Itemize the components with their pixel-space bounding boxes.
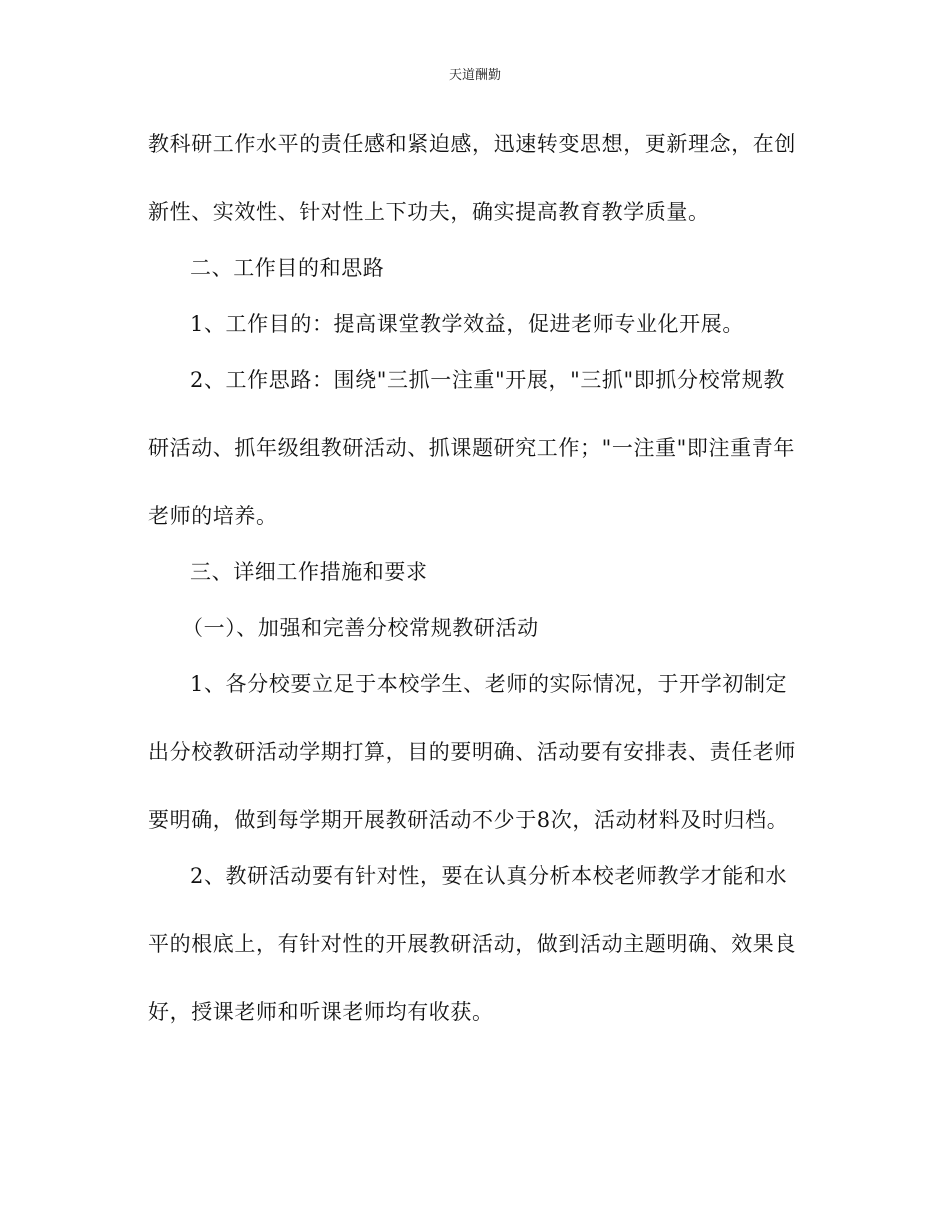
subsection-heading: （一）、加强和完善分校常规教研活动	[182, 616, 539, 640]
paragraph-line: 2、工作思路：围绕"三抓一注重"开展，"三抓"即抓分校常规教	[190, 368, 785, 392]
paragraph-line: 1、工作目的：提高课堂教学效益，促进老师专业化开展。	[190, 312, 744, 336]
document-body	[148, 120, 808, 1056]
page-header: 天道酬勤	[448, 68, 501, 83]
section-heading: 三、详细工作措施和要求	[190, 560, 428, 584]
paragraph-line: 出分校教研活动学期打算，目的要明确、活动要有安排表、责任老师	[148, 740, 796, 764]
paragraph-line: 要明确，做到每学期开展教研活动不少于8次，活动材料及时归档。	[148, 808, 789, 832]
paragraph-line: 1、各分校要立足于本校学生、老师的实际情况，于开学初制定	[190, 672, 788, 696]
paragraph-line: 教科研工作水平的责任感和紧迫感，迅速转变思想，更新理念，在创	[148, 132, 796, 156]
paragraph-line: 2、教研活动要有针对性，要在认真分析本校老师教学才能和水	[190, 864, 788, 888]
section-heading: 二、工作目的和思路	[190, 256, 385, 280]
paragraph-line: 新性、实效性、针对性上下功夫，确实提高教育教学质量。	[148, 200, 710, 224]
paragraph-line: 老师的培养。	[148, 504, 278, 528]
paragraph-line: 研活动、抓年级组教研活动、抓课题研究工作；"一注重"即注重青年	[148, 436, 795, 460]
paragraph-line: 平的根底上，有针对性的开展教研活动，做到活动主题明确、效果良	[148, 932, 796, 956]
paragraph-line: 好，授课老师和听课老师均有收获。	[148, 1000, 494, 1024]
